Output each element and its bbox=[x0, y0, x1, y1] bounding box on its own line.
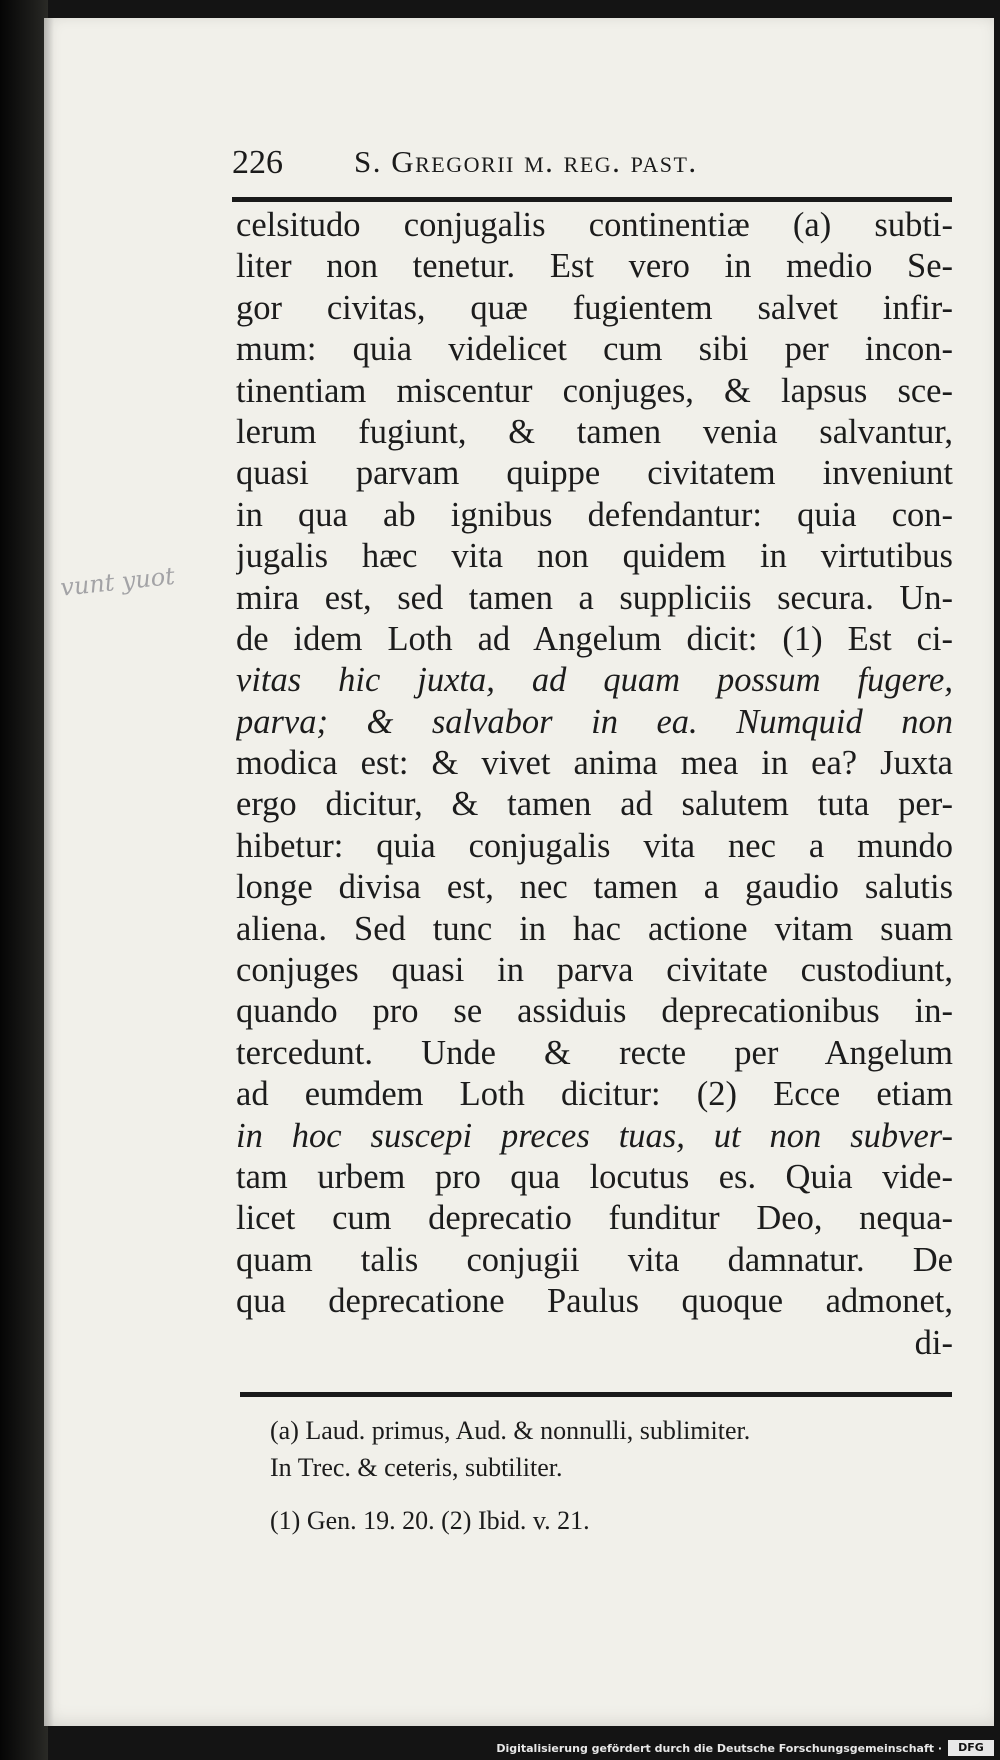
text-line: jugalis hæc vita non quidem in virtutibus bbox=[236, 537, 953, 576]
text-line-quotation: vitas hic juxta, ad quam possum fugere, bbox=[236, 661, 953, 700]
page-gutter-shadow bbox=[44, 18, 54, 1726]
text-line: aliena. Sed tunc in hac actione vitam suam bbox=[236, 909, 953, 948]
handwritten-margin-note: vunt yuot bbox=[58, 561, 177, 602]
text-line: qua deprecatione Paulus quoque admonet, bbox=[236, 1282, 953, 1321]
text-line: ergo dicitur, & tamen ad salutem tuta per- bbox=[236, 785, 953, 824]
text-line: liter non tenetur. Est vero in medio Se- bbox=[236, 247, 953, 286]
running-head: S. Gregorii m. reg. past. bbox=[354, 144, 698, 179]
text-line: lerum fugiunt, & tamen venia salvantur, bbox=[236, 412, 953, 451]
scan-border-left bbox=[0, 0, 48, 1760]
text-line: longe divisa est, nec tamen a gaudio salutis bbox=[236, 868, 953, 907]
text-line: in qua ab ignibus defendantur: quia con- bbox=[236, 495, 953, 534]
footnote-a: (a) Laud. primus, Aud. & nonnulli, sublimiter. bbox=[270, 1416, 751, 1445]
text-line: mum: quia videlicet cum sibi per incon- bbox=[236, 330, 953, 369]
text-line: ad eumdem Loth dicitur: (2) Ecce etiam bbox=[236, 1075, 953, 1114]
text-line: tinentiam miscentur conjuges, & lapsus sce- bbox=[236, 371, 953, 410]
text-line: conjuges quasi in parva civitate custodiunt, bbox=[236, 951, 953, 990]
text-line: modica est: & vivet anima mea in ea? Juxta bbox=[236, 744, 953, 783]
dfg-logo: DFG bbox=[948, 1740, 994, 1756]
text-line: gor civitas, quæ fugientem salvet infir- bbox=[236, 288, 953, 327]
text-line: celsitudo conjugalis continentiæ (a) subti- bbox=[236, 206, 953, 244]
text-line-quotation: in hoc suscepi preces tuas, ut non subver- bbox=[236, 1116, 953, 1155]
text-line: tam urbem pro qua locutus es. Quia vide- bbox=[236, 1157, 953, 1196]
footnotes bbox=[270, 1412, 960, 1539]
text-line: quasi parvam quippe civitatem inveniunt bbox=[236, 454, 953, 493]
text-line: licet cum deprecatio funditur Deo, nequa- bbox=[236, 1199, 953, 1238]
text-line: tercedunt. Unde & recte per Angelum bbox=[236, 1033, 953, 1072]
text-line: mira est, sed tamen a suppliciis secura. Un- bbox=[236, 578, 953, 617]
header-rule bbox=[232, 197, 952, 202]
text-line: quando pro se assiduis deprecationibus in- bbox=[236, 992, 953, 1031]
footnote-spacer bbox=[270, 1486, 960, 1502]
page-header bbox=[232, 140, 952, 190]
footnote-rule bbox=[240, 1392, 952, 1397]
footnote-a-continued: In Trec. & ceteris, subtiliter. bbox=[270, 1453, 563, 1482]
text-line: de idem Loth ad Angelum dicit: (1) Est ci- bbox=[236, 619, 953, 658]
footnote-references: (1) Gen. 19. 20. (2) Ibid. v. 21. bbox=[270, 1506, 590, 1535]
catchword: di- bbox=[914, 1323, 953, 1362]
body-text bbox=[236, 205, 953, 1364]
text-line: hibetur: quia conjugalis vita nec a mundo bbox=[236, 826, 953, 865]
text-line: quam talis conjugii vita damnatur. De bbox=[236, 1240, 953, 1279]
page-number: 226 bbox=[232, 144, 283, 181]
digitization-credit: Digitalisierung gefördert durch die Deutsche Forschungsgemeinschaft · bbox=[496, 1742, 942, 1755]
text-line-quotation: parva; & salvabor in ea. Numquid non bbox=[236, 702, 953, 741]
